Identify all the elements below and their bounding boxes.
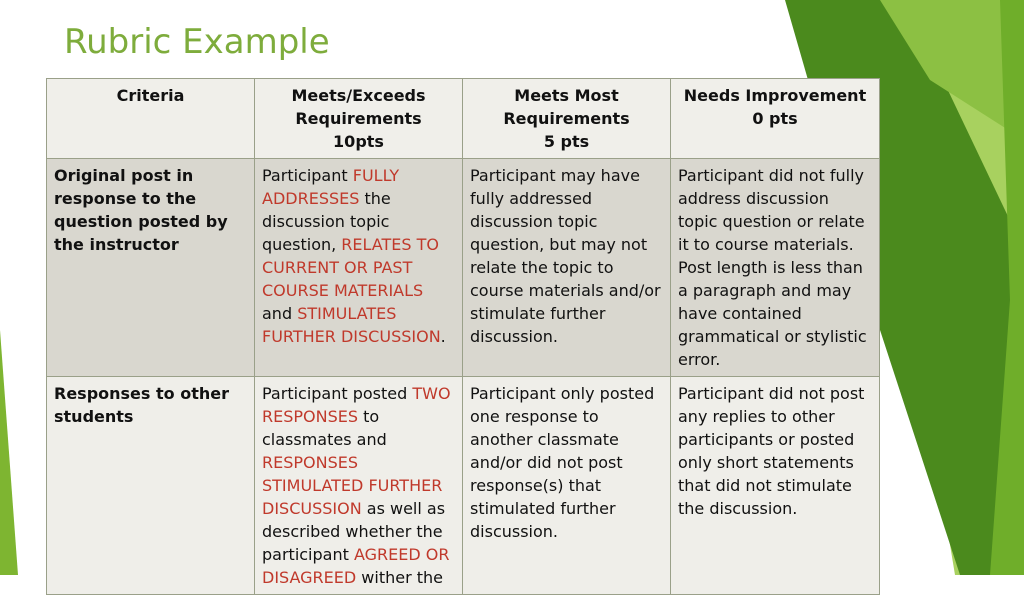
header-line: 0 pts [752,109,798,128]
highlight-text: RELATES TO CURRENT OR PAST COURSE MATERIALS [262,235,439,300]
green-shape-left-corner [0,330,18,575]
header-needs-improvement [671,79,880,159]
cell-text: wither the [356,568,444,587]
table-row [47,159,880,377]
meets-exceeds-cell [255,377,463,595]
cell-text: the discussion topic question, [262,189,391,254]
table-row [47,377,880,595]
highlight-text: AGREED OR DISAGREED [262,545,450,587]
criteria-cell: Responses to other students [47,377,255,595]
header-line: Requirements [295,109,422,128]
rubric-table [46,78,880,595]
header-line: Needs Improvement [683,86,867,105]
highlight-text: FULLY ADDRESSES [262,166,400,208]
meets-most-cell: Participant may have fully addressed discussion topic question, but may not relate the topic to course materials and/or stimulate further discussion. [463,159,671,377]
criteria-cell: Original post in response to the question posted by the instructor [47,159,255,377]
header-criteria [47,79,255,159]
cell-text: as well as described whether the participant [262,499,446,564]
highlight-text: TWO RESPONSES [262,384,451,426]
header-row [47,79,880,159]
header-line: Criteria [116,86,185,105]
header-meets-exceeds [255,79,463,159]
highlight-text: STIMULATES FURTHER DISCUSSION [262,304,441,346]
cell-text: Participant posted [262,384,413,403]
header-meets-most [463,79,671,159]
highlight-text: RESPONSES STIMULATED FURTHER DISCUSSION [262,453,443,518]
cell-text: Participant [262,166,353,185]
header-line: 5 pts [543,132,590,151]
cell-text: . [440,327,446,346]
header-line: Meets Most [514,86,619,105]
header-line: Meets/Exceeds [291,86,426,105]
needs-improvement-cell: Participant did not fully address discussion topic question or relate it to course materials. Post length is less than a paragraph and may have contained grammatical or stylistic error. [671,159,880,377]
needs-improvement-cell: Participant did not post any replies to other participants or posted only short statements that did not stimulate the discussion. [671,377,880,595]
meets-exceeds-cell [255,159,463,377]
meets-most-cell: Participant only posted one response to another classmate and/or did not post response(s) that stimulated further discussion. [463,377,671,595]
header-line: 10pts [333,132,384,151]
header-line: Requirements [503,109,630,128]
cell-text: and [262,304,298,323]
cell-text: to classmates and [262,407,387,449]
slide-title: Rubric Example [64,22,330,62]
